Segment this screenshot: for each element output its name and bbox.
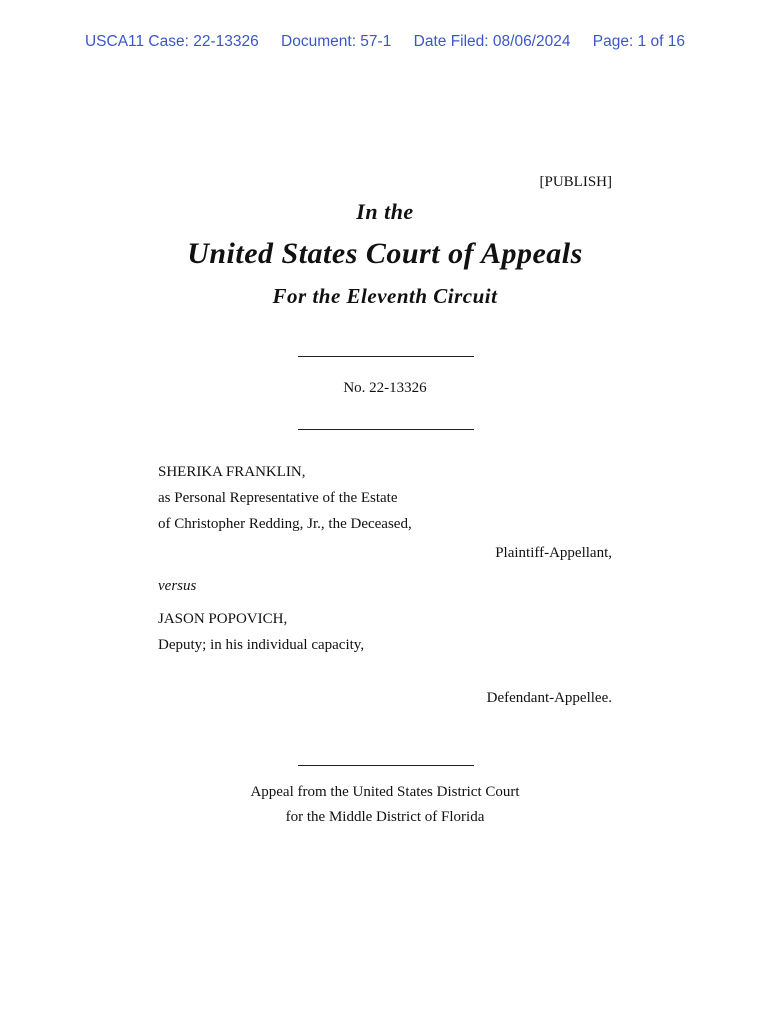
plaintiff-name: SHERIKA FRANKLIN,: [158, 464, 306, 480]
divider-rule-2: [298, 429, 474, 430]
plaintiff-line-2: as Personal Representative of the Estate: [158, 490, 398, 506]
defendant-line-2: Deputy; in his individual capacity,: [158, 637, 365, 653]
circuit-heading: For the Eleventh Circuit: [272, 284, 498, 308]
divider-rule-3: [298, 765, 474, 766]
plaintiff-line-3: of Christopher Redding, Jr., the Deceased,: [158, 516, 412, 532]
document-stamp: Document: 57-1: [281, 33, 392, 50]
in-the-heading: In the: [356, 199, 414, 224]
case-stamp: USCA11 Case: 22-13326: [84, 33, 259, 50]
appeal-line-2: for the Middle District of Florida: [285, 809, 485, 825]
date-filed-stamp: Date Filed: 08/06/2024: [413, 33, 571, 50]
page-stamp: Page: 1 of 16: [592, 33, 686, 50]
plaintiff-role: Plaintiff-Appellant,: [495, 545, 612, 561]
versus-label: versus: [158, 578, 197, 594]
filing-header-stamp: [0, 33, 770, 51]
publish-tag: [PUBLISH]: [539, 174, 612, 190]
defendant-block: [158, 606, 364, 658]
appeal-line-1: Appeal from the United States District Court: [250, 784, 520, 800]
divider-rule-1: [298, 356, 474, 357]
defendant-role: Defendant-Appellee.: [486, 690, 612, 706]
court-name-heading: United States Court of Appeals: [187, 237, 583, 270]
plaintiff-block: [158, 459, 412, 537]
case-number: No. 22-13326: [343, 380, 427, 396]
defendant-name: JASON POPOVICH,: [158, 611, 288, 627]
